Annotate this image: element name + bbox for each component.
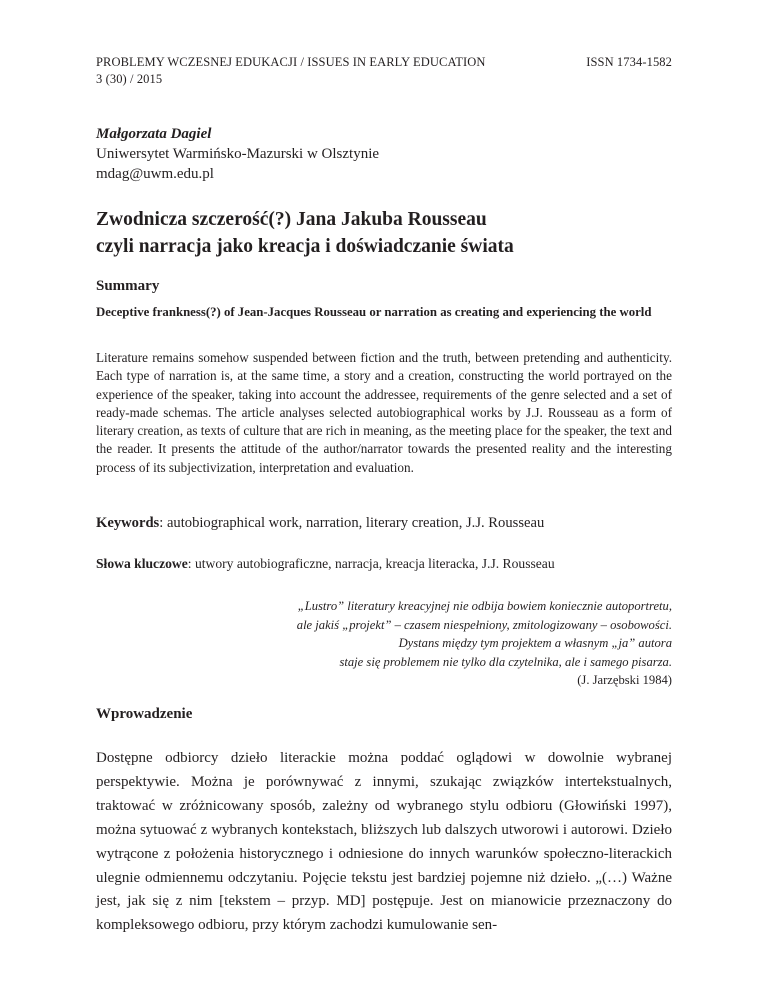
summary-title: Deceptive frankness(?) of Jean-Jacques Rousseau or narration as creating and experiencing the world xyxy=(96,305,652,319)
summary-heading: Summary xyxy=(96,278,160,294)
journal-issue: 3 (30) / 2015 xyxy=(96,72,163,86)
epigraph-line: staje się problemem nie tylko dla czytelnika, ale i samego pisarza. xyxy=(339,654,672,669)
epigraph-line: „Lustro” literatury kreacyjnej nie odbija bowiem koniecznie autoportretu, xyxy=(297,599,672,613)
keywords-label: Keywords xyxy=(96,515,160,531)
author-name: Małgorzata Dagiel xyxy=(96,126,212,142)
journal-info xyxy=(96,54,566,88)
issn: ISSN 1734-1582 xyxy=(586,55,672,69)
author-affiliation: Uniwersytet Warmińsko-Mazurski w Olsztynie xyxy=(96,146,380,162)
journal-name: PROBLEMY WCZESNEJ EDUKACJI / ISSUES IN EARLY EDUCATION xyxy=(96,55,486,69)
keywords-en xyxy=(96,515,672,532)
epigraph-line: ale jakiś „projekt” – czasem niespełniony, zmitologizowany – osobowości. xyxy=(296,617,672,632)
keywords-pl xyxy=(96,556,672,572)
article-title xyxy=(96,206,672,260)
epigraph-source: (J. Jarzębski 1984) xyxy=(577,673,672,687)
epigraph xyxy=(192,597,672,690)
section-heading: Wprowadzenie xyxy=(96,706,193,722)
title-line-1: Zwodnicza szczerość(?) Jana Jakuba Rousseau xyxy=(96,209,487,230)
title-line-2: czyli narracja jako kreacja i doświadczanie świata xyxy=(96,236,514,257)
author-email: mdag@uwm.edu.pl xyxy=(96,166,214,182)
keywords-pl-label: Słowa kluczowe xyxy=(96,556,188,571)
keywords-pl-text: : utwory autobiograficzne, narracja, kreacja literacka, J.J. Rousseau xyxy=(187,556,555,571)
author-block xyxy=(96,124,379,184)
keywords-text: : autobiographical work, narration, literary creation, J.J. Rousseau xyxy=(159,515,545,531)
epigraph-line: Dystans między tym projektem a własnym „ja” autora xyxy=(398,636,672,650)
section-body-text: Dostępne odbiorcy dzieło literackie można poddać oglądowi w dowolnie wybranej perspektywie. Można je porównywać z innymi, szukając związków intertekstualnych, traktować w zróżnicowany sposób, zależny od wybranego stylu odbioru (Głowiński 1997), można sytuować z wybranych kontekstach, bliższych lub dalszych utworowi i autorowi. Dzieło wytrącone z położenia historycznego i odniesione do innych warunków społeczno-literackich ulegnie odmiennemu odczytaniu. Pojęcie tekstu jest bardziej pojemne niż dzieło. „(…) Ważne jest, jak się z nim [tekstem – przyp. MD] postępuje. Jest on mianowicie przeznaczony do kompleksowego odbioru, przy którym zachodzi kumulowanie sen- xyxy=(96,750,672,934)
abstract-text: Literature remains somehow suspended between fiction and the truth, between pretending and authenticity. Each type of narration is, at the same time, a story and a creation, constructing the world portrayed on the experience of the speaker, taking into account the addressee, requirements of the genre selected and a set of ready-made schemas. The article analyses selected autobiographical works by J.J. Rousseau as a form of literary creation, as texts of culture that are rich in meaning, as the meeting place for the speaker, the text and the reader. It presents the attitude of the author/narrator towards the presented reality and the interesting process of its subjectivization, interpretation and evaluation. xyxy=(96,350,672,475)
